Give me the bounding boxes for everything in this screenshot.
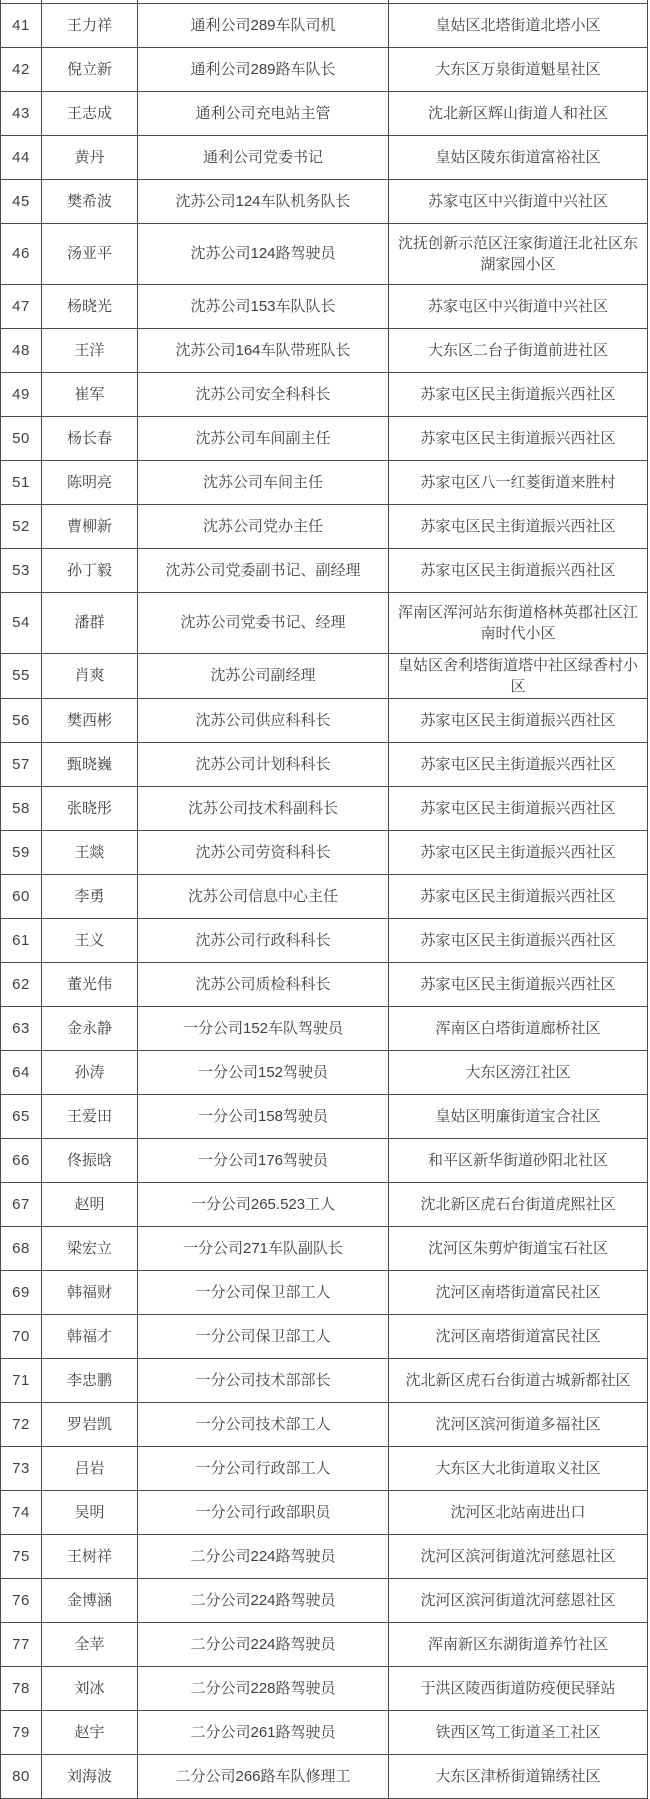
- cell-number: 72: [1, 1402, 42, 1446]
- cell-number: 78: [1, 1666, 42, 1710]
- cell-community: 皇姑区明廉街道宝合社区: [389, 1094, 648, 1138]
- table-row: [1, 1358, 648, 1402]
- cell-name: 罗岩凯: [42, 1402, 138, 1446]
- table-row: [1, 135, 648, 179]
- table-row: [1, 328, 648, 372]
- cell-number: 41: [1, 3, 42, 47]
- cell-name: 肖爽: [42, 653, 138, 698]
- cell-position: 通利公司党委书记: [138, 135, 389, 179]
- table-row: [1, 416, 648, 460]
- cell-number: 73: [1, 1446, 42, 1490]
- table-row: [1, 1402, 648, 1446]
- cell-position: 沈苏公司党委书记、经理: [138, 592, 389, 653]
- cell-name: 孙涛: [42, 1050, 138, 1094]
- cell-number: 51: [1, 460, 42, 504]
- cell-number: 56: [1, 698, 42, 742]
- cell-position: 二分公司224路驾驶员: [138, 1578, 389, 1622]
- cell-position: 一分公司271车队副队长: [138, 1226, 389, 1270]
- cell-name: 杨晓光: [42, 284, 138, 328]
- cell-community: 沈河区滨河街道沈河慈恩社区: [389, 1534, 648, 1578]
- cell-community: 沈北新区辉山街道人和社区: [389, 91, 648, 135]
- cell-position: 一分公司158驾驶员: [138, 1094, 389, 1138]
- table-row: [1, 742, 648, 786]
- table-row: [1, 1490, 648, 1534]
- cell-name: 倪立新: [42, 47, 138, 91]
- table-row: [1, 1534, 648, 1578]
- cell-number: 71: [1, 1358, 42, 1402]
- cell-number: 48: [1, 328, 42, 372]
- cell-number: 68: [1, 1226, 42, 1270]
- table-row: [1, 548, 648, 592]
- cell-position: 二分公司261路驾驶员: [138, 1710, 389, 1754]
- table-row: [1, 1182, 648, 1226]
- cell-position: 通利公司充电站主管: [138, 91, 389, 135]
- cell-community: 沈河区北站南进出口: [389, 1490, 648, 1534]
- cell-number: 47: [1, 284, 42, 328]
- cell-community: 苏家屯区八一红菱街道来胜村: [389, 460, 648, 504]
- cell-position: 一分公司152车队驾驶员: [138, 1006, 389, 1050]
- cell-number: 80: [1, 1754, 42, 1798]
- cell-community: 苏家屯区民主街道振兴西社区: [389, 786, 648, 830]
- cell-name: 李忠鹏: [42, 1358, 138, 1402]
- cell-number: 53: [1, 548, 42, 592]
- cell-number: 50: [1, 416, 42, 460]
- cell-position: 沈苏公司124路驾驶员: [138, 223, 389, 284]
- cell-name: 王力祥: [42, 3, 138, 47]
- cell-position: 沈苏公司安全科科长: [138, 372, 389, 416]
- table-row: [1, 1578, 648, 1622]
- cell-name: 梁宏立: [42, 1226, 138, 1270]
- cell-community: 苏家屯区中兴街道中兴社区: [389, 284, 648, 328]
- cell-position: 一分公司265.523工人: [138, 1182, 389, 1226]
- table-row: [1, 47, 648, 91]
- cell-name: 王志成: [42, 91, 138, 135]
- cell-name: 刘冰: [42, 1666, 138, 1710]
- cell-number: 43: [1, 91, 42, 135]
- cell-position: 沈苏公司车间副主任: [138, 416, 389, 460]
- cell-community: 苏家屯区民主街道振兴西社区: [389, 874, 648, 918]
- table-row: [1, 962, 648, 1006]
- table-row: [1, 1446, 648, 1490]
- cell-number: 74: [1, 1490, 42, 1534]
- cell-number: 60: [1, 874, 42, 918]
- roster-table-body: [1, 0, 648, 1798]
- cell-position: 二分公司224路驾驶员: [138, 1534, 389, 1578]
- cell-name: 刘海波: [42, 1754, 138, 1798]
- cell-number: 55: [1, 653, 42, 698]
- cell-position: 一分公司技术部部长: [138, 1358, 389, 1402]
- cell-position: 沈苏公司副经理: [138, 653, 389, 698]
- cell-number: 42: [1, 47, 42, 91]
- cell-position: 通利公司289车队司机: [138, 3, 389, 47]
- cell-position: 沈苏公司计划科科长: [138, 742, 389, 786]
- cell-community: 大东区二台子街道前进社区: [389, 328, 648, 372]
- cell-community: 皇姑区北塔街道北塔小区: [389, 3, 648, 47]
- cell-name: 杨长春: [42, 416, 138, 460]
- cell-position: 沈苏公司124车队机务队长: [138, 179, 389, 223]
- cell-number: 52: [1, 504, 42, 548]
- cell-name: 吕岩: [42, 1446, 138, 1490]
- cell-community: 沈河区南塔街道富民社区: [389, 1270, 648, 1314]
- table-row: [1, 918, 648, 962]
- cell-name: 全苹: [42, 1622, 138, 1666]
- cell-name: 王洋: [42, 328, 138, 372]
- cell-name: 黄丹: [42, 135, 138, 179]
- cell-community: 苏家屯区民主街道振兴西社区: [389, 830, 648, 874]
- cell-community: 浑南区白塔街道廊桥社区: [389, 1006, 648, 1050]
- cell-community: 于洪区陵西街道防疫便民驿站: [389, 1666, 648, 1710]
- cell-name: 李勇: [42, 874, 138, 918]
- cell-community: 苏家屯区民主街道振兴西社区: [389, 918, 648, 962]
- table-row: [1, 460, 648, 504]
- cell-position: 沈苏公司质检科科长: [138, 962, 389, 1006]
- cell-number: 66: [1, 1138, 42, 1182]
- cell-number: 79: [1, 1710, 42, 1754]
- cell-position: 沈苏公司技术科副科长: [138, 786, 389, 830]
- cell-position: 沈苏公司行政科科长: [138, 918, 389, 962]
- table-row: [1, 1754, 648, 1798]
- cell-number: 61: [1, 918, 42, 962]
- cell-position: 沈苏公司党办主任: [138, 504, 389, 548]
- cell-number: 76: [1, 1578, 42, 1622]
- table-row: [1, 372, 648, 416]
- cell-number: 44: [1, 135, 42, 179]
- table-row: [1, 504, 648, 548]
- cell-number: 54: [1, 592, 42, 653]
- cell-number: 75: [1, 1534, 42, 1578]
- cell-community: 苏家屯区民主街道振兴西社区: [389, 548, 648, 592]
- cell-name: 韩福财: [42, 1270, 138, 1314]
- table-row: [1, 1314, 648, 1358]
- table-row: [1, 1666, 648, 1710]
- cell-community: 沈北新区虎石台街道虎熙社区: [389, 1182, 648, 1226]
- table-row: [1, 3, 648, 47]
- table-row: [1, 1050, 648, 1094]
- cell-community: 铁西区笃工街道圣工社区: [389, 1710, 648, 1754]
- cell-name: 樊希波: [42, 179, 138, 223]
- cell-community: 沈河区滨河街道沈河慈恩社区: [389, 1578, 648, 1622]
- cell-name: 汤亚平: [42, 223, 138, 284]
- table-row: [1, 1094, 648, 1138]
- cell-name: 王爱田: [42, 1094, 138, 1138]
- cell-community: 沈抚创新示范区汪家街道汪北社区东湖家园小区: [389, 223, 648, 284]
- cell-number: 67: [1, 1182, 42, 1226]
- cell-name: 董光伟: [42, 962, 138, 1006]
- cell-name: 崔军: [42, 372, 138, 416]
- cell-position: 一分公司保卫部工人: [138, 1314, 389, 1358]
- cell-community: 苏家屯区民主街道振兴西社区: [389, 416, 648, 460]
- table-row: [1, 1226, 648, 1270]
- cell-name: 吴明: [42, 1490, 138, 1534]
- cell-position: 二分公司228路驾驶员: [138, 1666, 389, 1710]
- table-row: [1, 91, 648, 135]
- cell-name: 佟振晗: [42, 1138, 138, 1182]
- cell-community: 苏家屯区民主街道振兴西社区: [389, 372, 648, 416]
- cell-position: 沈苏公司车间主任: [138, 460, 389, 504]
- cell-number: 62: [1, 962, 42, 1006]
- cell-number: 58: [1, 786, 42, 830]
- cell-position: 沈苏公司劳资科科长: [138, 830, 389, 874]
- cell-number: 64: [1, 1050, 42, 1094]
- cell-community: 浑南区浑河站东街道格林英郡社区江南时代小区: [389, 592, 648, 653]
- table-row: [1, 830, 648, 874]
- cell-position: 沈苏公司信息中心主任: [138, 874, 389, 918]
- cell-number: 46: [1, 223, 42, 284]
- table-row: [1, 179, 648, 223]
- cell-number: 69: [1, 1270, 42, 1314]
- cell-position: 一分公司行政部工人: [138, 1446, 389, 1490]
- cell-name: 韩福才: [42, 1314, 138, 1358]
- cell-community: 皇姑区陵东街道富裕社区: [389, 135, 648, 179]
- cell-community: 大东区滂江社区: [389, 1050, 648, 1094]
- cell-number: 49: [1, 372, 42, 416]
- cell-number: 45: [1, 179, 42, 223]
- table-row: [1, 1710, 648, 1754]
- table-row: [1, 592, 648, 653]
- cell-name: 甄晓巍: [42, 742, 138, 786]
- cell-community: 沈河区滨河街道多福社区: [389, 1402, 648, 1446]
- cell-number: 57: [1, 742, 42, 786]
- cell-position: 一分公司保卫部工人: [138, 1270, 389, 1314]
- cell-name: 王义: [42, 918, 138, 962]
- cell-position: 沈苏公司164车队带班队长: [138, 328, 389, 372]
- cell-position: 沈苏公司供应科科长: [138, 698, 389, 742]
- cell-number: 63: [1, 1006, 42, 1050]
- table-row: [1, 1138, 648, 1182]
- cell-number: 59: [1, 830, 42, 874]
- cell-position: 二分公司224路驾驶员: [138, 1622, 389, 1666]
- cell-community: 苏家屯区中兴街道中兴社区: [389, 179, 648, 223]
- table-row: [1, 874, 648, 918]
- cell-number: 77: [1, 1622, 42, 1666]
- table-row: [1, 653, 648, 698]
- table-row: [1, 1270, 648, 1314]
- table-row: [1, 786, 648, 830]
- cell-number: 70: [1, 1314, 42, 1358]
- cell-community: 大东区津桥街道锦绣社区: [389, 1754, 648, 1798]
- cell-community: 浑南新区东湖街道养竹社区: [389, 1622, 648, 1666]
- cell-name: 张晓彤: [42, 786, 138, 830]
- cell-community: 大东区大北街道取义社区: [389, 1446, 648, 1490]
- cell-name: 王树祥: [42, 1534, 138, 1578]
- cell-number: 65: [1, 1094, 42, 1138]
- cell-community: 大东区万泉街道魁星社区: [389, 47, 648, 91]
- table-row: [1, 1622, 648, 1666]
- table-row: [1, 698, 648, 742]
- cell-name: 樊西彬: [42, 698, 138, 742]
- cell-position: 一分公司152驾驶员: [138, 1050, 389, 1094]
- cell-name: 金永静: [42, 1006, 138, 1050]
- cell-position: 一分公司176驾驶员: [138, 1138, 389, 1182]
- table-row: [1, 1006, 648, 1050]
- cell-name: 孙丁毅: [42, 548, 138, 592]
- cell-name: 潘群: [42, 592, 138, 653]
- cell-community: 苏家屯区民主街道振兴西社区: [389, 504, 648, 548]
- cell-position: 一分公司技术部工人: [138, 1402, 389, 1446]
- cell-community: 沈河区南塔街道富民社区: [389, 1314, 648, 1358]
- cell-name: 王燚: [42, 830, 138, 874]
- cell-position: 一分公司行政部职员: [138, 1490, 389, 1534]
- cell-position: 沈苏公司党委副书记、副经理: [138, 548, 389, 592]
- cell-community: 苏家屯区民主街道振兴西社区: [389, 962, 648, 1006]
- cell-name: 曹柳新: [42, 504, 138, 548]
- cell-position: 通利公司289路车队长: [138, 47, 389, 91]
- cell-name: 陈明亮: [42, 460, 138, 504]
- cell-community: 沈河区朱剪炉街道宝石社区: [389, 1226, 648, 1270]
- cell-community: 苏家屯区民主街道振兴西社区: [389, 742, 648, 786]
- cell-community: 皇姑区舍利塔街道塔中社区绿香村小区: [389, 653, 648, 698]
- cell-position: 二分公司266路车队修理工: [138, 1754, 389, 1798]
- cell-community: 和平区新华街道砂阳北社区: [389, 1138, 648, 1182]
- cell-name: 赵明: [42, 1182, 138, 1226]
- cell-name: 赵宇: [42, 1710, 138, 1754]
- table-row: [1, 284, 648, 328]
- cell-position: 沈苏公司153车队队长: [138, 284, 389, 328]
- cell-name: 金博涵: [42, 1578, 138, 1622]
- cell-community: 苏家屯区民主街道振兴西社区: [389, 698, 648, 742]
- cell-community: 沈北新区虎石台街道古城新都社区: [389, 1358, 648, 1402]
- table-row: [1, 223, 648, 284]
